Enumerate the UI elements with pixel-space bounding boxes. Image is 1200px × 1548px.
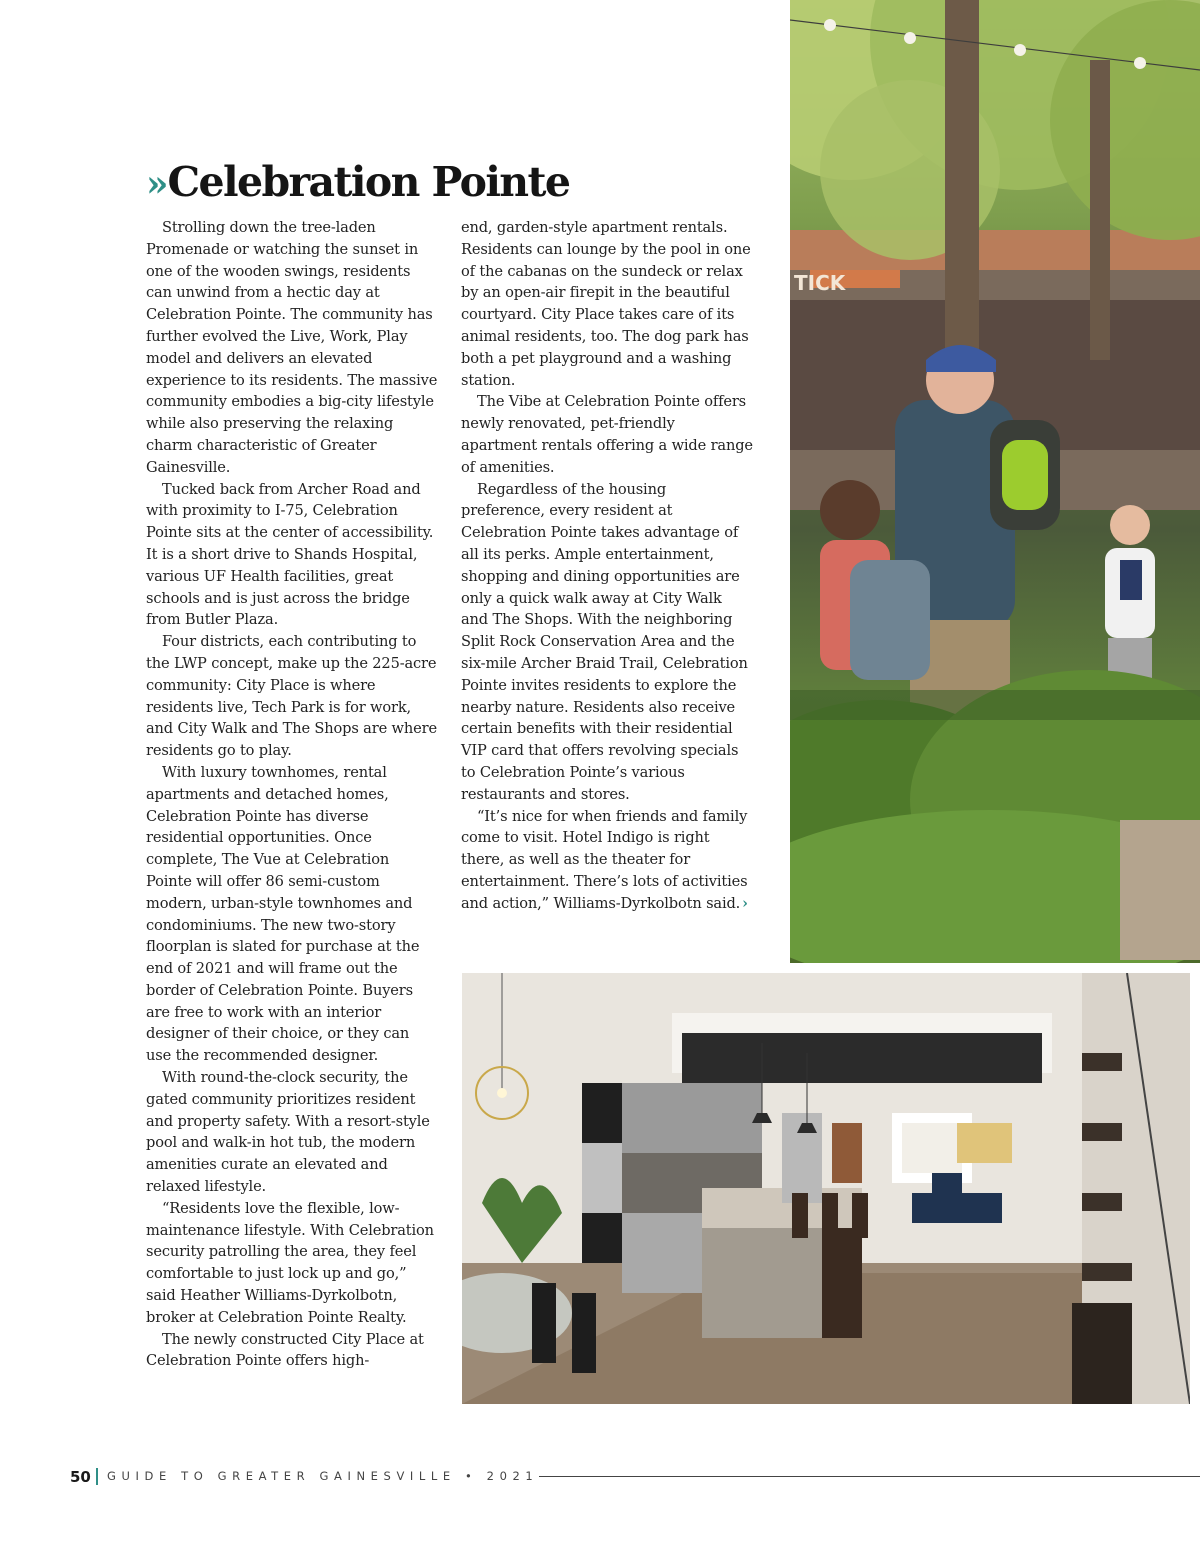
publication-footer: GUIDE TO GREATER GAINESVILLE • 2021 (107, 1469, 539, 1483)
headline-text: Celebration Pointe (167, 158, 570, 206)
kitchen-illustration (462, 973, 1190, 1404)
closing-quote-paragraph (461, 806, 753, 915)
page-number: 50 (70, 1468, 91, 1486)
paragraph: “Residents love the flexible, low-maintenance lifestyle. With Celebration security patrolling the area, they feel comfortable to just lock up and go,” said Heather Williams-Dyrkolbotn, broker at Celebration Pointe Realty. (146, 1199, 434, 1326)
paragraph: With luxury townhomes, rental apartments and detached homes, Celebration Pointe has diverse residential opportunities. Once complete, The Vue at Celebration Pointe will offer 86 semi-custom modern, urban-style townhomes and condominiums. The new two-story floorplan is slated for purchase at the end of 2021 and will frame out the border of Celebration Pointe. Buyers are free to work with an interior designer of their choice, or they can use the recommended designer. (146, 763, 420, 1065)
paragraph-continuation: end, garden-style apartment rentals. Residents can lounge by the pool in one of the cabanas on the sundeck or relax by an open-air firepit in the beautiful courtyard. City Place takes care of its animal residents, too. The dog park has both a pet playground and a washing station. (461, 219, 751, 389)
paragraph: The Vibe at Celebration Pointe offers newly renovated, pet-friendly apartment rentals offering a wide range of amenities. (461, 393, 753, 476)
promenade-illustration (790, 0, 1200, 963)
paragraph: With round-the-clock security, the gated community prioritizes resident and property safety. With a resort-style pool and walk-in hot tub, the modern amenities curate an elevated and relaxed lifestyle. (146, 1069, 430, 1196)
paragraph: The newly constructed City Place at Celebration Pointe offers high- (146, 1330, 424, 1370)
paragraph: Strolling down the tree-laden Promenade or watching the sunset in one of the wooden swings, residents can unwind from a hectic day at Celebration Pointe. The community has further evolved the Live, Work, Play model and delivers an elevated experience to its residents. The massive community embodies a big-city lifestyle while also preserving the relaxing charm characteristic of Greater Gainesville. (146, 219, 438, 476)
paragraph: Regardless of the housing preference, every resident at Celebration Pointe takes advantage of all its perks. Ample entertainment, shopping and dining opportunities are only a quick walk away at City Walk and The Shops. With the neighboring Split Rock Conservation Area and the six-mile Archer Braid Trail, Celebration Pointe invites residents to explore the nearby nature. Residents also receive certain benefits with their residential VIP card that offers revolving specials to Celebration Pointe’s various restaurants and stores. (461, 480, 748, 803)
promenade-photo (790, 0, 1200, 963)
footer-rule (539, 1476, 1200, 1477)
footer-divider (96, 1468, 98, 1485)
headline-chevron-icon: » (146, 163, 166, 205)
closing-quote: “It’s nice for when friends and family come to visit. Hotel Indigo is right there, as well as the theater for entertainment. There’s lots of activities and action,” Williams-Dyrkolbotn said. (461, 807, 748, 912)
end-chevron-icon: › (742, 894, 748, 912)
article-column-2 (461, 217, 753, 915)
paragraph: Tucked back from Archer Road and with proximity to I-75, Celebration Pointe sits at the center of accessibility. It is a short drive to Shands Hospital, various UF Health facilities, great schools and is just across the bridge from Butler Plaza. (146, 480, 434, 629)
kitchen-interior-photo (462, 973, 1190, 1404)
paragraph: Four districts, each contributing to the LWP concept, make up the 225-acre community: City Place is where residents live, Tech Park is for work, and City Walk and The Shops are where residents go to play. (146, 633, 437, 760)
article-column-1 (146, 217, 438, 1372)
ticket-sign-text: TICK (794, 271, 846, 295)
article-headline (146, 160, 569, 205)
